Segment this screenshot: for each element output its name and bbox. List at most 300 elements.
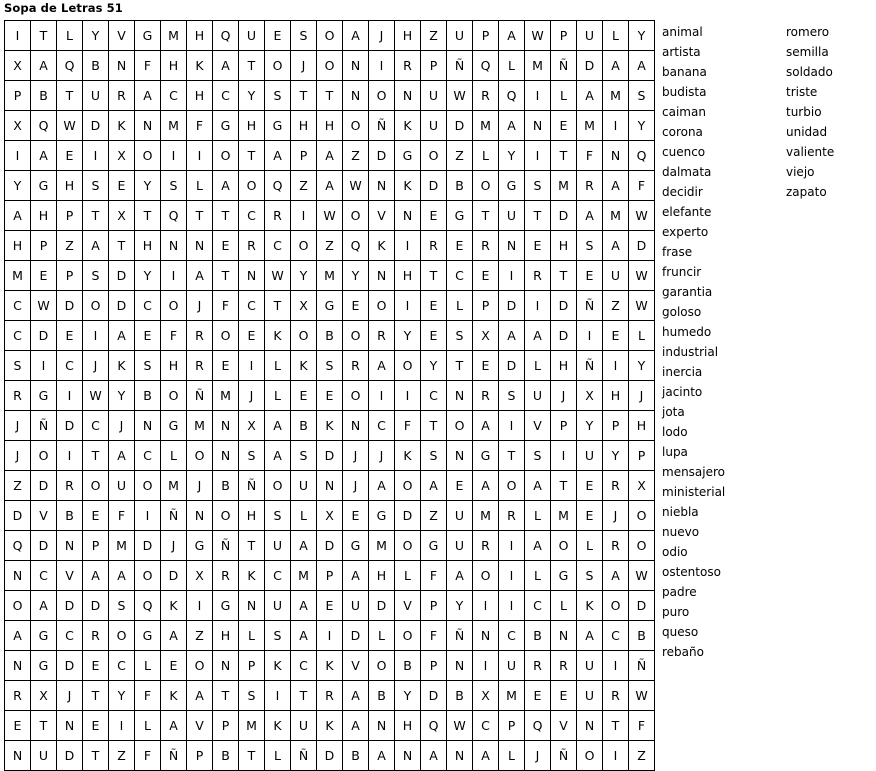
word-list-item[interactable]: padre (662, 585, 697, 599)
grid-cell[interactable]: E (57, 321, 83, 351)
grid-cell[interactable]: B (395, 651, 421, 681)
grid-cell[interactable]: Y (83, 21, 109, 51)
grid-cell[interactable]: C (135, 441, 161, 471)
grid-cell[interactable]: H (291, 111, 317, 141)
grid-cell[interactable]: Z (291, 171, 317, 201)
grid-cell[interactable]: G (31, 381, 57, 411)
grid-cell[interactable]: E (109, 171, 135, 201)
grid-cell[interactable]: L (369, 621, 395, 651)
grid-cell[interactable]: C (57, 621, 83, 651)
grid-cell[interactable]: M (5, 261, 31, 291)
grid-cell[interactable]: O (447, 411, 473, 441)
grid-cell[interactable]: N (57, 531, 83, 561)
grid-cell[interactable]: R (525, 651, 551, 681)
grid-cell[interactable]: U (525, 381, 551, 411)
grid-cell[interactable]: A (291, 621, 317, 651)
grid-cell[interactable]: F (187, 111, 213, 141)
grid-cell[interactable]: A (83, 561, 109, 591)
grid-cell[interactable]: I (603, 351, 629, 381)
grid-cell[interactable]: N (369, 171, 395, 201)
grid-cell[interactable]: K (395, 111, 421, 141)
grid-cell[interactable]: B (447, 681, 473, 711)
grid-cell[interactable]: T (525, 201, 551, 231)
grid-cell[interactable]: I (369, 381, 395, 411)
grid-cell[interactable]: Q (57, 51, 83, 81)
grid-cell[interactable]: L (291, 501, 317, 531)
grid-cell[interactable]: R (5, 381, 31, 411)
grid-cell[interactable]: A (343, 681, 369, 711)
grid-cell[interactable]: D (343, 621, 369, 651)
grid-cell[interactable]: M (161, 111, 187, 141)
grid-cell[interactable]: N (447, 651, 473, 681)
grid-cell[interactable]: O (213, 141, 239, 171)
grid-cell[interactable]: R (369, 321, 395, 351)
grid-cell[interactable]: H (239, 111, 265, 141)
grid-cell[interactable]: C (5, 291, 31, 321)
grid-cell[interactable]: D (369, 141, 395, 171)
grid-cell[interactable]: A (525, 321, 551, 351)
grid-cell[interactable]: T (551, 261, 577, 291)
grid-cell[interactable]: U (499, 201, 525, 231)
word-list-item[interactable]: turbio (786, 105, 822, 119)
grid-cell[interactable]: O (187, 441, 213, 471)
grid-cell[interactable]: D (317, 531, 343, 561)
grid-cell[interactable]: K (161, 681, 187, 711)
grid-cell[interactable]: A (31, 51, 57, 81)
word-list-item[interactable]: corona (662, 125, 703, 139)
grid-cell[interactable]: T (447, 351, 473, 381)
grid-cell[interactable]: L (629, 321, 655, 351)
word-list-item[interactable]: romero (786, 25, 830, 39)
grid-cell[interactable]: X (31, 681, 57, 711)
grid-cell[interactable]: I (187, 141, 213, 171)
grid-cell[interactable]: G (135, 21, 161, 51)
grid-cell[interactable]: C (603, 621, 629, 651)
grid-cell[interactable]: X (5, 51, 31, 81)
grid-cell[interactable]: E (265, 21, 291, 51)
grid-cell[interactable]: A (161, 711, 187, 741)
grid-cell[interactable]: I (603, 111, 629, 141)
word-list-item[interactable]: banana (662, 65, 707, 79)
grid-cell[interactable]: C (161, 81, 187, 111)
word-list-item[interactable]: cuenco (662, 145, 706, 159)
grid-cell[interactable]: D (135, 531, 161, 561)
grid-cell[interactable]: P (629, 441, 655, 471)
word-list-item[interactable]: industrial (662, 345, 719, 359)
grid-cell[interactable]: S (239, 681, 265, 711)
grid-cell[interactable]: I (525, 81, 551, 111)
grid-cell[interactable]: D (5, 501, 31, 531)
grid-cell[interactable]: R (57, 471, 83, 501)
grid-cell[interactable]: I (525, 141, 551, 171)
grid-cell[interactable]: A (135, 81, 161, 111)
grid-cell[interactable]: R (187, 351, 213, 381)
grid-cell[interactable]: B (83, 51, 109, 81)
grid-cell[interactable]: Z (421, 21, 447, 51)
grid-cell[interactable]: L (57, 21, 83, 51)
word-list-item[interactable]: animal (662, 25, 703, 39)
grid-cell[interactable]: E (577, 501, 603, 531)
grid-cell[interactable]: C (499, 621, 525, 651)
grid-cell[interactable]: C (239, 291, 265, 321)
grid-cell[interactable]: O (343, 201, 369, 231)
grid-cell[interactable]: D (161, 561, 187, 591)
word-list-item[interactable]: frase (662, 245, 693, 259)
grid-cell[interactable]: T (135, 201, 161, 231)
grid-cell[interactable]: T (213, 681, 239, 711)
grid-cell[interactable]: J (343, 441, 369, 471)
grid-cell[interactable]: D (421, 681, 447, 711)
grid-cell[interactable]: X (5, 111, 31, 141)
grid-cell[interactable]: A (291, 591, 317, 621)
grid-cell[interactable]: Y (135, 171, 161, 201)
grid-cell[interactable]: J (5, 441, 31, 471)
grid-cell[interactable]: F (629, 711, 655, 741)
grid-cell[interactable]: E (83, 651, 109, 681)
grid-cell[interactable]: C (31, 561, 57, 591)
grid-cell[interactable]: L (135, 651, 161, 681)
grid-cell[interactable]: S (447, 321, 473, 351)
grid-cell[interactable]: Q (161, 201, 187, 231)
grid-cell[interactable]: D (421, 171, 447, 201)
grid-cell[interactable]: H (551, 351, 577, 381)
grid-cell[interactable]: P (551, 411, 577, 441)
grid-cell[interactable]: A (31, 141, 57, 171)
grid-cell[interactable]: D (57, 291, 83, 321)
grid-cell[interactable]: S (629, 81, 655, 111)
grid-cell[interactable]: G (499, 171, 525, 201)
grid-cell[interactable]: M (161, 471, 187, 501)
word-list-item[interactable]: dalmata (662, 165, 712, 179)
grid-cell[interactable]: Y (109, 681, 135, 711)
grid-cell[interactable]: Z (187, 621, 213, 651)
grid-cell[interactable]: T (551, 141, 577, 171)
grid-cell[interactable]: O (629, 501, 655, 531)
grid-cell[interactable]: I (551, 441, 577, 471)
grid-cell[interactable]: T (109, 231, 135, 261)
grid-cell[interactable]: N (369, 261, 395, 291)
grid-cell[interactable]: Q (525, 711, 551, 741)
grid-cell[interactable]: H (629, 411, 655, 441)
word-list-item[interactable]: valiente (786, 145, 835, 159)
grid-cell[interactable]: T (187, 201, 213, 231)
grid-cell[interactable]: S (577, 561, 603, 591)
grid-cell[interactable]: B (629, 621, 655, 651)
grid-cell[interactable]: W (265, 261, 291, 291)
grid-cell[interactable]: A (5, 621, 31, 651)
grid-cell[interactable]: N (499, 231, 525, 261)
grid-cell[interactable]: Ñ (31, 411, 57, 441)
grid-cell[interactable]: B (31, 81, 57, 111)
grid-cell[interactable]: L (499, 51, 525, 81)
grid-cell[interactable]: N (473, 621, 499, 651)
grid-cell[interactable]: M (473, 501, 499, 531)
grid-cell[interactable]: T (421, 411, 447, 441)
grid-cell[interactable]: N (239, 591, 265, 621)
grid-cell[interactable]: Y (629, 351, 655, 381)
grid-cell[interactable]: L (395, 561, 421, 591)
grid-cell[interactable]: O (343, 321, 369, 351)
grid-cell[interactable]: E (343, 291, 369, 321)
grid-cell[interactable]: U (291, 711, 317, 741)
grid-cell[interactable]: P (473, 291, 499, 321)
grid-cell[interactable]: R (473, 531, 499, 561)
grid-cell[interactable]: U (265, 591, 291, 621)
grid-cell[interactable]: O (161, 381, 187, 411)
grid-cell[interactable]: S (291, 441, 317, 471)
grid-cell[interactable]: I (109, 711, 135, 741)
grid-cell[interactable]: A (473, 471, 499, 501)
grid-cell[interactable]: R (213, 561, 239, 591)
grid-cell[interactable]: M (525, 51, 551, 81)
grid-cell[interactable]: F (109, 501, 135, 531)
grid-cell[interactable]: M (473, 111, 499, 141)
grid-cell[interactable]: G (31, 651, 57, 681)
grid-cell[interactable]: A (109, 321, 135, 351)
grid-cell[interactable]: I (83, 141, 109, 171)
grid-cell[interactable]: D (317, 441, 343, 471)
grid-cell[interactable]: I (525, 291, 551, 321)
grid-cell[interactable]: I (5, 141, 31, 171)
grid-cell[interactable]: D (57, 741, 83, 771)
grid-cell[interactable]: I (239, 351, 265, 381)
grid-cell[interactable]: E (213, 351, 239, 381)
grid-cell[interactable]: N (395, 201, 421, 231)
word-list-item[interactable]: unidad (786, 125, 828, 139)
grid-cell[interactable]: K (317, 411, 343, 441)
grid-cell[interactable]: P (473, 21, 499, 51)
grid-cell[interactable]: N (135, 411, 161, 441)
grid-cell[interactable]: O (83, 471, 109, 501)
grid-cell[interactable]: O (239, 171, 265, 201)
grid-cell[interactable]: R (187, 321, 213, 351)
grid-cell[interactable]: Ñ (239, 471, 265, 501)
grid-cell[interactable]: R (603, 681, 629, 711)
grid-cell[interactable]: K (187, 51, 213, 81)
grid-cell[interactable]: Y (499, 141, 525, 171)
grid-cell[interactable]: F (135, 741, 161, 771)
grid-cell[interactable]: I (265, 681, 291, 711)
grid-cell[interactable]: P (187, 741, 213, 771)
grid-cell[interactable]: S (525, 171, 551, 201)
grid-cell[interactable]: J (239, 381, 265, 411)
grid-cell[interactable]: F (135, 51, 161, 81)
grid-cell[interactable]: D (629, 591, 655, 621)
grid-cell[interactable]: K (291, 351, 317, 381)
grid-cell[interactable]: H (31, 201, 57, 231)
grid-cell[interactable]: L (265, 381, 291, 411)
grid-cell[interactable]: I (395, 231, 421, 261)
grid-cell[interactable]: J (291, 51, 317, 81)
grid-cell[interactable]: D (499, 291, 525, 321)
grid-cell[interactable]: I (317, 621, 343, 651)
grid-cell[interactable]: R (395, 51, 421, 81)
grid-cell[interactable]: U (577, 681, 603, 711)
grid-cell[interactable]: C (57, 351, 83, 381)
grid-cell[interactable]: Ñ (551, 741, 577, 771)
grid-cell[interactable]: E (603, 321, 629, 351)
grid-cell[interactable]: R (603, 531, 629, 561)
grid-cell[interactable]: W (629, 681, 655, 711)
grid-cell[interactable]: Ñ (577, 351, 603, 381)
grid-cell[interactable]: O (499, 471, 525, 501)
grid-cell[interactable]: X (629, 471, 655, 501)
grid-cell[interactable]: I (499, 261, 525, 291)
grid-cell[interactable]: R (239, 231, 265, 261)
grid-cell[interactable]: R (109, 81, 135, 111)
grid-cell[interactable]: S (83, 171, 109, 201)
grid-cell[interactable]: U (499, 651, 525, 681)
grid-cell[interactable]: P (603, 411, 629, 441)
grid-cell[interactable]: A (5, 201, 31, 231)
grid-cell[interactable]: H (395, 21, 421, 51)
grid-cell[interactable]: H (239, 501, 265, 531)
grid-cell[interactable]: J (343, 471, 369, 501)
grid-cell[interactable]: E (525, 231, 551, 261)
grid-cell[interactable]: B (317, 321, 343, 351)
grid-cell[interactable]: M (161, 21, 187, 51)
grid-cell[interactable]: S (525, 441, 551, 471)
grid-cell[interactable]: Q (473, 51, 499, 81)
grid-cell[interactable]: Ñ (369, 111, 395, 141)
grid-cell[interactable]: Ñ (213, 531, 239, 561)
grid-cell[interactable]: D (31, 471, 57, 501)
grid-cell[interactable]: E (447, 231, 473, 261)
grid-cell[interactable]: A (31, 591, 57, 621)
grid-cell[interactable]: E (83, 711, 109, 741)
grid-cell[interactable]: A (369, 741, 395, 771)
grid-cell[interactable]: W (31, 291, 57, 321)
grid-cell[interactable]: I (57, 441, 83, 471)
grid-cell[interactable]: A (473, 741, 499, 771)
grid-cell[interactable]: O (473, 561, 499, 591)
grid-cell[interactable]: I (499, 561, 525, 591)
grid-cell[interactable]: M (369, 531, 395, 561)
grid-cell[interactable]: U (239, 21, 265, 51)
grid-cell[interactable]: G (213, 591, 239, 621)
grid-cell[interactable]: W (629, 261, 655, 291)
grid-cell[interactable]: J (369, 441, 395, 471)
grid-cell[interactable]: P (83, 531, 109, 561)
grid-cell[interactable]: A (187, 681, 213, 711)
grid-cell[interactable]: B (57, 501, 83, 531)
grid-cell[interactable]: S (83, 261, 109, 291)
grid-cell[interactable]: G (187, 531, 213, 561)
grid-cell[interactable]: C (213, 81, 239, 111)
grid-cell[interactable]: U (31, 741, 57, 771)
grid-cell[interactable]: I (603, 651, 629, 681)
word-list-item[interactable]: jacinto (662, 385, 703, 399)
grid-cell[interactable]: N (239, 261, 265, 291)
grid-cell[interactable]: Q (265, 171, 291, 201)
grid-cell[interactable]: Z (57, 231, 83, 261)
grid-cell[interactable]: U (291, 471, 317, 501)
grid-cell[interactable]: E (57, 141, 83, 171)
grid-cell[interactable]: O (369, 651, 395, 681)
grid-cell[interactable]: A (83, 231, 109, 261)
grid-cell[interactable]: G (135, 621, 161, 651)
grid-cell[interactable]: O (265, 471, 291, 501)
grid-cell[interactable]: G (265, 111, 291, 141)
grid-cell[interactable]: C (109, 651, 135, 681)
grid-cell[interactable]: U (447, 21, 473, 51)
grid-cell[interactable]: R (551, 651, 577, 681)
grid-cell[interactable]: A (369, 351, 395, 381)
grid-cell[interactable]: E (551, 681, 577, 711)
grid-cell[interactable]: D (57, 591, 83, 621)
grid-cell[interactable]: O (369, 291, 395, 321)
grid-cell[interactable]: Q (213, 21, 239, 51)
word-list-item[interactable]: nuevo (662, 525, 700, 539)
grid-cell[interactable]: M (187, 411, 213, 441)
grid-cell[interactable]: H (5, 231, 31, 261)
grid-cell[interactable]: K (109, 111, 135, 141)
grid-cell[interactable]: O (135, 471, 161, 501)
grid-cell[interactable]: J (525, 741, 551, 771)
grid-cell[interactable]: X (291, 291, 317, 321)
word-list-item[interactable]: odio (662, 545, 688, 559)
grid-cell[interactable]: T (83, 681, 109, 711)
grid-cell[interactable]: E (421, 321, 447, 351)
grid-cell[interactable]: K (161, 591, 187, 621)
grid-cell[interactable]: N (5, 561, 31, 591)
grid-cell[interactable]: R (317, 681, 343, 711)
grid-cell[interactable]: W (629, 201, 655, 231)
grid-cell[interactable]: D (551, 321, 577, 351)
grid-cell[interactable]: T (31, 711, 57, 741)
grid-cell[interactable]: T (291, 81, 317, 111)
grid-cell[interactable]: N (213, 651, 239, 681)
grid-cell[interactable]: N (5, 741, 31, 771)
grid-cell[interactable]: C (239, 201, 265, 231)
grid-cell[interactable]: Ñ (577, 291, 603, 321)
grid-cell[interactable]: T (213, 201, 239, 231)
grid-cell[interactable]: E (343, 501, 369, 531)
grid-cell[interactable]: O (343, 111, 369, 141)
grid-cell[interactable]: D (629, 231, 655, 261)
grid-cell[interactable]: C (447, 261, 473, 291)
grid-cell[interactable]: O (395, 531, 421, 561)
grid-cell[interactable]: G (31, 621, 57, 651)
grid-cell[interactable]: E (421, 201, 447, 231)
grid-cell[interactable]: I (135, 501, 161, 531)
grid-cell[interactable]: X (187, 561, 213, 591)
grid-cell[interactable]: A (317, 171, 343, 201)
grid-cell[interactable]: P (421, 51, 447, 81)
grid-cell[interactable]: S (265, 621, 291, 651)
grid-cell[interactable]: N (213, 441, 239, 471)
grid-cell[interactable]: B (213, 741, 239, 771)
grid-cell[interactable]: F (421, 621, 447, 651)
grid-cell[interactable]: G (369, 501, 395, 531)
grid-cell[interactable]: M (577, 111, 603, 141)
grid-cell[interactable]: Y (577, 411, 603, 441)
grid-cell[interactable]: G (421, 531, 447, 561)
grid-cell[interactable]: O (291, 321, 317, 351)
grid-cell[interactable]: Z (603, 291, 629, 321)
grid-cell[interactable]: S (265, 501, 291, 531)
grid-cell[interactable]: A (317, 141, 343, 171)
grid-cell[interactable]: O (187, 651, 213, 681)
grid-cell[interactable]: Q (421, 711, 447, 741)
grid-cell[interactable]: S (421, 441, 447, 471)
grid-cell[interactable]: E (473, 351, 499, 381)
grid-cell[interactable]: H (603, 381, 629, 411)
grid-cell[interactable]: Ñ (447, 51, 473, 81)
grid-cell[interactable]: W (343, 171, 369, 201)
grid-cell[interactable]: T (239, 51, 265, 81)
grid-cell[interactable]: G (447, 201, 473, 231)
